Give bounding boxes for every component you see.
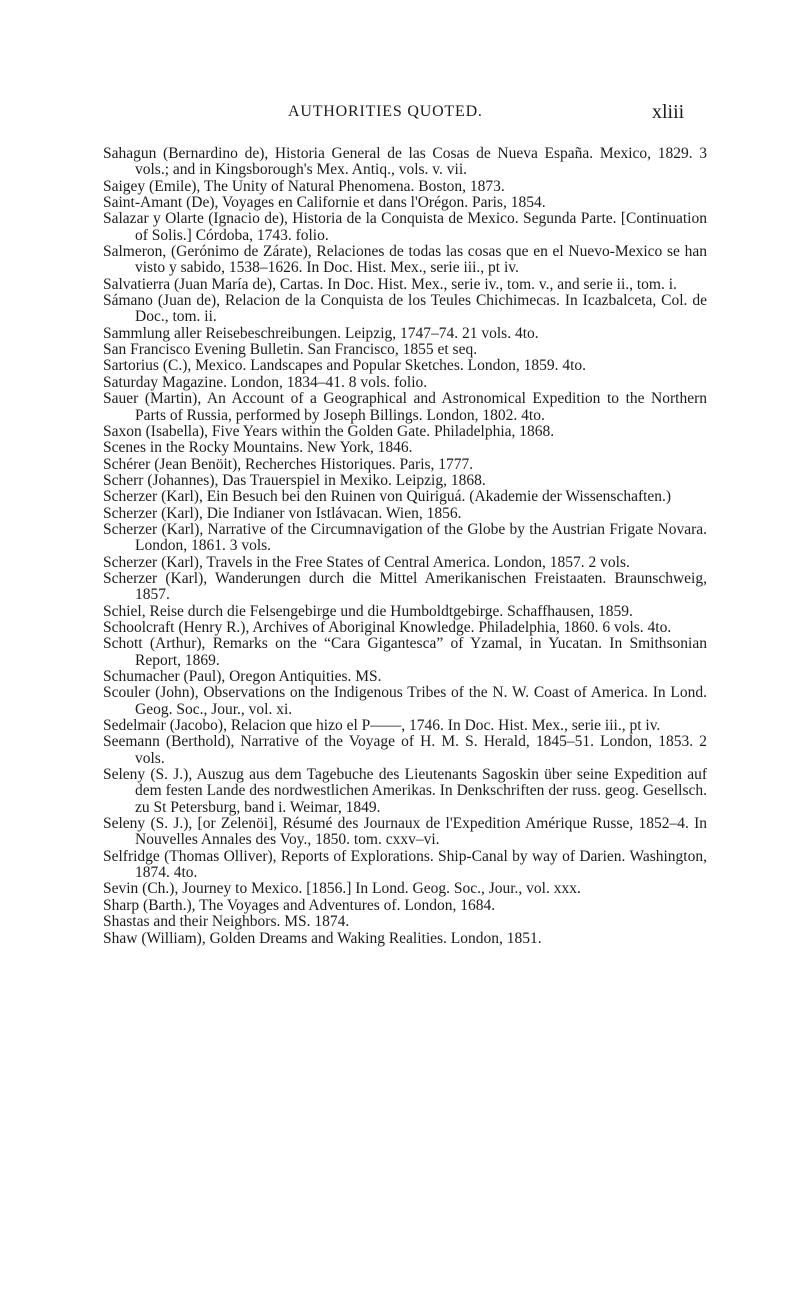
bibliography-entry: Sahagun (Bernardino de), Historia General de las Cosas de Nueva España. Mexico, 1829. 3 vols.; and in Kingsborough's Mex. Antiq., vols. v. vii. — [103, 145, 707, 179]
bibliography-entry: Scherzer (Karl), Travels in the Free States of Central America. London, 1857. 2 vols. — [103, 553, 630, 571]
bibliography-entry: Schott (Arthur), Remarks on the “Cara Gigantesca” of Yzamal, in Yucatan. In Smithsonian Report, 1869. — [103, 635, 707, 669]
bibliography-entry: Schoolcraft (Henry R.), Archives of Aboriginal Knowledge. Philadelphia, 1860. 6 vols. 4to. — [103, 618, 672, 636]
bibliography-entry: Schumacher (Paul), Oregon Antiquities. MS. — [103, 668, 382, 685]
bibliography-entry: Sartorius (C.), Mexico. Landscapes and Popular Sketches. London, 1859. 4to. — [103, 357, 586, 375]
page-title: AUTHORITIES QUOTED. — [288, 103, 483, 120]
bibliography-entry: Sammlung aller Reisebeschreibungen. Leipzig, 1747–74. 21 vols. 4to. — [103, 324, 539, 342]
bibliography-entry: Scherr (Johannes), Das Trauerspiel in Mexiko. Leipzig, 1868. — [103, 471, 486, 489]
bibliography-entry: Scherzer (Karl), Ein Besuch bei den Ruinen von Quiriguá. (Akademie der Wissenschaften.) — [103, 488, 672, 506]
bibliography-entry: Schiel, Reise durch die Felsengebirge und die Humboldtgebirge. Schaffhausen, 1859. — [103, 602, 633, 620]
bibliography-entry: Shastas and their Neighbors. MS. 1874. — [103, 913, 350, 931]
running-head — [0, 103, 800, 129]
bibliography-entry: Saint-Amant (De), Voyages en Californie et dans l'Orégon. Paris, 1854. — [103, 194, 546, 212]
bibliography-entry: Selfridge (Thomas Olliver), Reports of Explorations. Ship-Canal by way of Darien. Washington, 1874. 4to. — [103, 847, 707, 882]
bibliography-entry: Sauer (Martin), An Account of a Geographical and Astronomical Expedition to the Northern Parts of Russia, performed by Joseph Billings. London, 1802. 4to. — [103, 390, 707, 424]
bibliography-entry: Sevin (Ch.), Journey to Mexico. [1856.] In Lond. Geog. Soc., Jour., vol. xxx. — [103, 880, 581, 898]
bibliography-entry: Saxon (Isabella), Five Years within the Golden Gate. Philadelphia, 1868. — [103, 422, 555, 440]
bibliography-entry: Seleny (S. J.), [or Zelenöi], Résumé des Journaux de l'Expedition Amérique Russe, 1852–4. In Nouvelles Annales des Voy., 1850. tom. cxxv–vi. — [103, 815, 707, 849]
bibliography-entry: Scherzer (Karl), Narrative of the Circumnavigation of the Globe by the Austrian Frigate Novara. London, 1861. 3 vols. — [103, 520, 707, 555]
bibliography-entry: Sharp (Barth.), The Voyages and Adventures of. London, 1684. — [103, 896, 496, 914]
bibliography-entry: Salazar y Olarte (Ignacio de), Historia de la Conquista de Mexico. Segunda Parte. [Continuation of Solis.] Córdoba, 1743. folio. — [103, 210, 707, 244]
bibliography-entry: Scouler (John), Observations on the Indigenous Tribes of the N. W. Coast of America. In Lond. Geog. Soc., Jour., vol. xi. — [103, 684, 707, 718]
bibliography-entry: Saigey (Emile), The Unity of Natural Phenomena. Boston, 1873. — [103, 177, 505, 195]
bibliography-entry: Shaw (William), Golden Dreams and Waking Realities. London, 1851. — [103, 929, 542, 947]
bibliography-entry: Scenes in the Rocky Mountains. New York, 1846. — [103, 439, 413, 457]
bibliography-entry: San Francisco Evening Bulletin. San Francisco, 1855 et seq. — [103, 341, 478, 359]
bibliography-entry: Scherzer (Karl), Wanderungen durch die Mittel Amerikanischen Freistaaten. Braunschweig, 1857. — [103, 569, 707, 604]
bibliography-entry: Sedelmair (Jacobo), Relacion que hizo el P——, 1746. In Doc. Hist. Mex., serie iii., pt iv. — [103, 717, 661, 735]
bibliography-entry: Scherzer (Karl), Die Indianer von Istlávacan. Wien, 1856. — [103, 504, 462, 522]
bibliography-list — [103, 146, 707, 947]
bibliography-entry: Sámano (Juan de), Relacion de la Conquista de los Teules Chichimecas. In Icazbalceta, Col. de Doc., tom. ii. — [103, 292, 707, 326]
bibliography-entry: Seemann (Berthold), Narrative of the Voyage of H. M. S. Herald, 1845–51. London, 1853. 2 vols. — [103, 733, 707, 767]
bibliography-entry: Schérer (Jean Benöit), Recherches Historiques. Paris, 1777. — [103, 455, 474, 473]
bibliography-entry: Salvatierra (Juan María de), Cartas. In Doc. Hist. Mex., serie iv., tom. v., and serie ii., tom. i. — [103, 275, 677, 293]
page-number: xliii — [652, 101, 685, 123]
bibliography-entry: Seleny (S. J.), Auszug aus dem Tagebuche des Lieutenants Sagoskin über seine Expedition auf dem festen Lande des nordwestlichen Amerikas. In Denkschriften der russ. geog. Gesellsch. zu St Petersburg, band i. Weimar, 1849. — [103, 766, 707, 816]
bibliography-entry: Saturday Magazine. London, 1834–41. 8 vols. folio. — [103, 373, 428, 391]
bibliography-entry: Salmeron, (Gerónimo de Zárate), Relaciones de todas las cosas que en el Nuevo-Mexico se han visto y sabido, 1538–1626. In Doc. Hist. Mex., serie iii., pt iv. — [103, 243, 707, 277]
